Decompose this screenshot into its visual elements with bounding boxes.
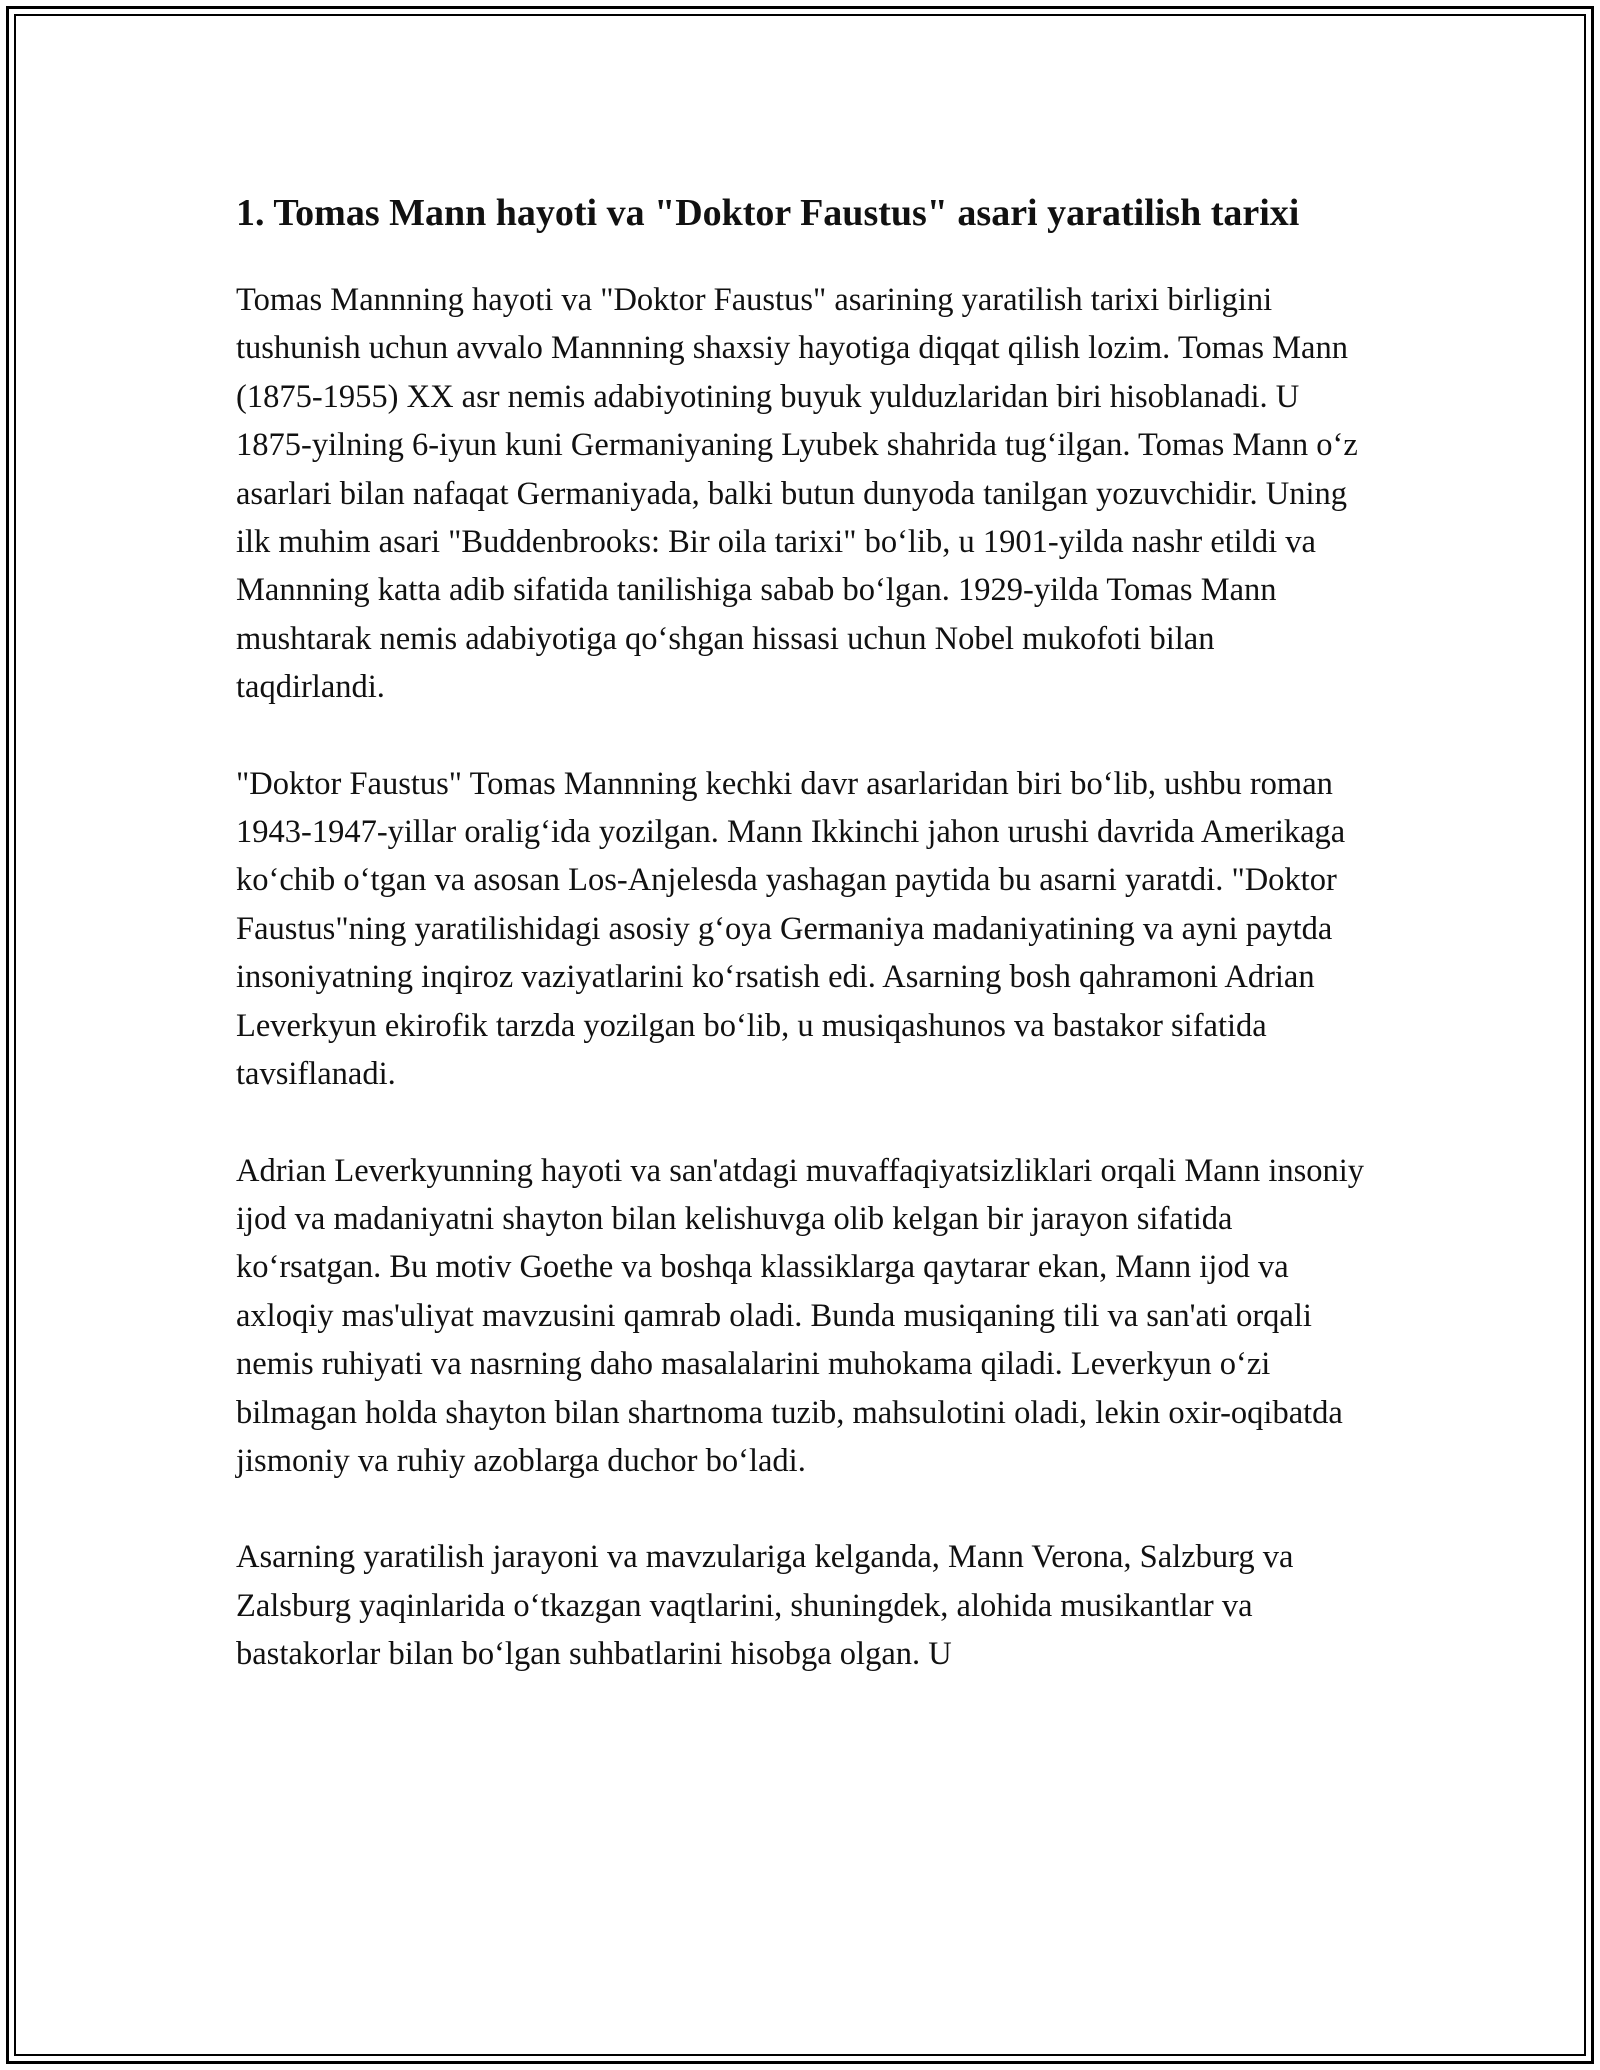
section-heading: 1. Tomas Mann hayoti va "Doktor Faustus" asari yaratilish tarixi [236,192,1300,234]
paragraph-4: Asarning yaratilish jarayoni va mavzulariga kelganda, Mann Verona, Salzburg va Zalsburg yaqinlarida o‘tkazgan vaqtlarini, shuningdek, alohida musikantlar va bastakorlar bilan bo‘lgan suhbatlarini hisobga olgan. U [236,1539,1294,1673]
document-body [236,186,1371,1727]
paragraph-2: "Doktor Faustus" Tomas Mannning kechki davr asarlaridan biri bo‘lib, ushbu roman 1943-1947-yillar oralig‘ida yozilgan. Mann Ikkinchi jahon urushi davrida Amerikaga ko‘chib o‘tgan va asosan Los-Anjelesda yashagan paytida bu asarni yaratdi. "Doktor Faustus"ning yaratilishidagi asosiy g‘oya Germaniya madaniyatining va ayni paytda insoniyatning inqiroz vaziyatlarini ko‘rsatish edi. Asarning bosh qahramoni Adrian Leverkyun ekirofik tarzda yozilgan bo‘lib, u musiqashunos va bastakor sifatida tavsiflanadi. [236,765,1346,1093]
paragraph-3: Adrian Leverkyunning hayoti va san'atdagi muvaffaqiyatsizliklari orqali Mann insoniy ijod va madaniyatni shayton bilan kelishuvga olib kelgan bir jarayon sifatida ko‘rsatgan. Bu motiv Goethe va boshqa klassiklarga qaytarar ekan, Mann ijod va axloqiy mas'uliyat mavzusini qamrab oladi. Bunda musiqaning tili va san'ati orqali nemis ruhiyati va nasrning daho masalalarini muhokama qiladi. Leverkyun o‘zi bilmagan holda shayton bilan shartnoma tuzib, mahsulotini oladi, lekin oxir-oqibatda jismoniy va ruhiy azoblarga duchor bo‘ladi. [236,1152,1365,1479]
paragraph-1: Tomas Mannning hayoti va "Doktor Faustus" asarining yaratilish tarixi birligini tushunish uchun avvalo Mannning shaxsiy hayotiga diqqat qilish lozim. Tomas Mann (1875-1955) XX asr nemis adabiyotining buyuk yulduzlaridan biri hisoblanadi. U 1875-yilning 6-iyun kuni Germaniyaning Lyubek shahrida tug‘ilgan. Tomas Mann o‘z asarlari bilan nafaqat Germaniyada, balki butun dunyoda tanilgan yozuvchidir. Uning ilk muhim asari "Buddenbrooks: Bir oila tarixi" bo‘lib, u 1901-yilda nashr etildi va Mannning katta adib sifatida tanilishiga sabab bo‘lgan. 1929-yilda Tomas Mann mushtarak nemis adabiyotiga qo‘shgan hissasi uchun Nobel mukofoti bilan taqdirlandi. [236,282,1358,706]
